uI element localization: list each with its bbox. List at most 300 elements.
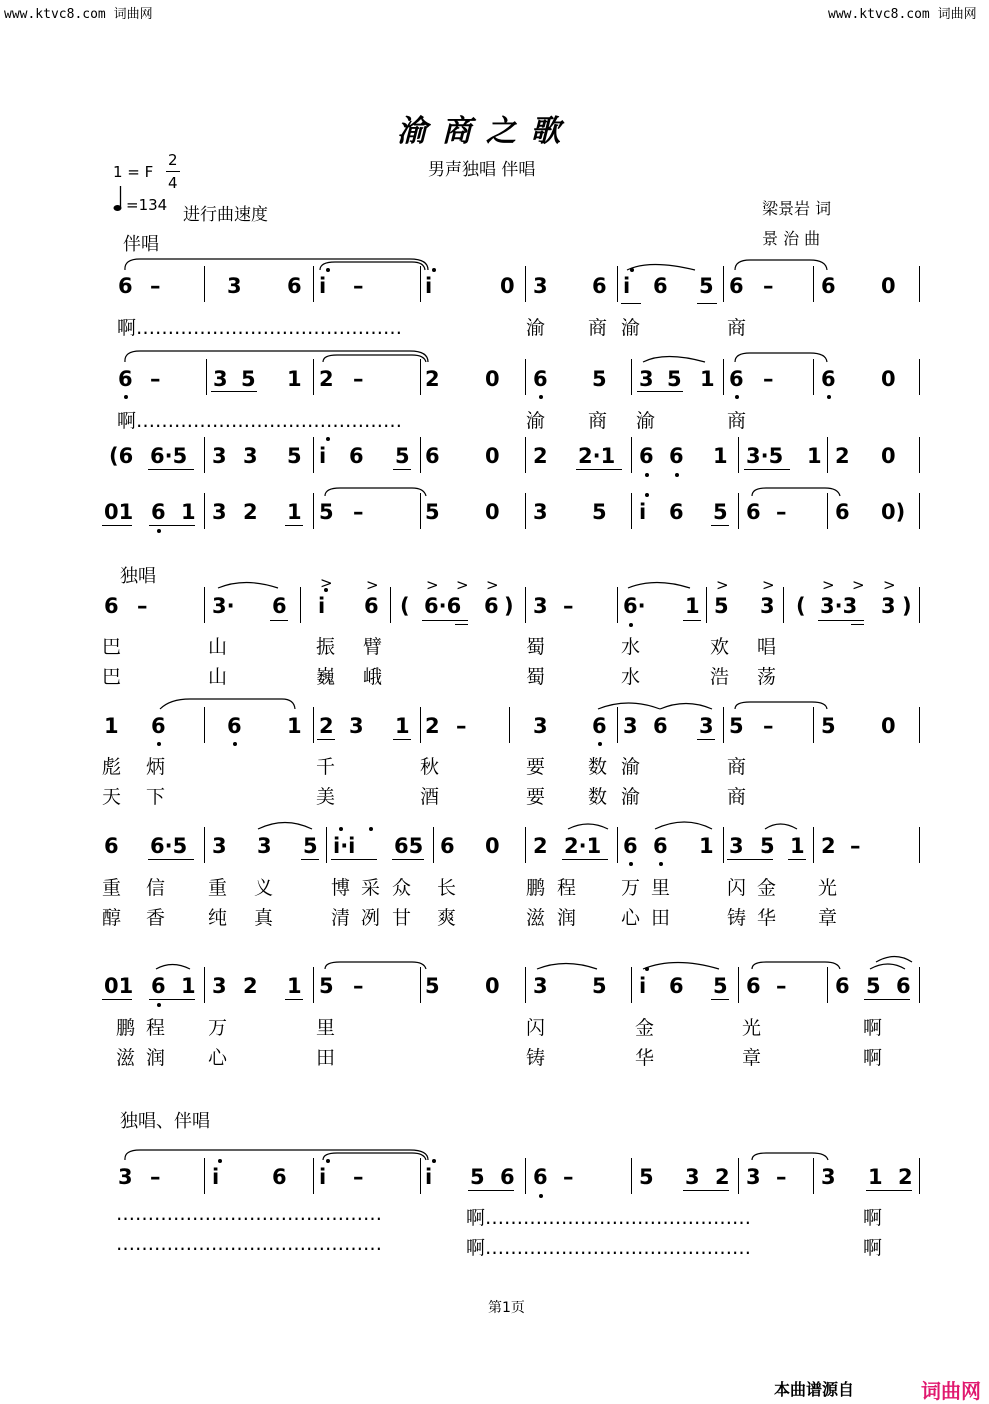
- note: 3: [118, 1165, 133, 1189]
- note: (: [400, 594, 410, 618]
- lyric: 要: [526, 756, 546, 778]
- note: –: [776, 974, 787, 998]
- lyric: 闪: [526, 1017, 546, 1039]
- tempo-text: 进行曲速度: [183, 205, 268, 225]
- lyric: 章: [742, 1047, 762, 1069]
- note: 1: [287, 500, 302, 524]
- note: 5: [714, 594, 729, 618]
- note: 3: [821, 1165, 836, 1189]
- lyric: 下: [146, 786, 166, 808]
- accent-mark: >: [456, 576, 469, 594]
- lyric: 啊: [863, 1017, 883, 1039]
- note: 5: [821, 714, 836, 738]
- note: 5: [592, 974, 607, 998]
- note: 3: [212, 444, 227, 468]
- slur: [870, 964, 905, 969]
- lyric: 蜀: [526, 636, 546, 658]
- lyric: 心: [208, 1047, 228, 1069]
- note: –: [763, 714, 774, 738]
- lyric: 臂: [363, 636, 383, 658]
- note: 6: [592, 714, 607, 738]
- note: 6: [349, 444, 364, 468]
- slur: [125, 259, 428, 270]
- lyric: 山: [208, 666, 228, 688]
- note: –: [563, 594, 574, 618]
- slur: [752, 488, 840, 496]
- lyric: 酒: [420, 786, 440, 808]
- note: 6: [151, 974, 166, 998]
- note: 1: [868, 1165, 883, 1189]
- note: 5: [866, 974, 881, 998]
- slur: [643, 963, 719, 970]
- note: 3: [212, 834, 227, 858]
- note: 2: [425, 367, 440, 391]
- slur: [568, 824, 608, 829]
- lyric: 铸: [727, 907, 747, 929]
- note: 6: [484, 594, 499, 618]
- note: 0: [485, 974, 500, 998]
- note: 6: [440, 834, 455, 858]
- page-number: 第1页: [488, 1300, 525, 1316]
- note: 6: [896, 974, 911, 998]
- lyric: 渝: [621, 317, 641, 339]
- source-label: 本曲谱源自: [774, 1380, 855, 1399]
- slur: [160, 699, 295, 709]
- note: 3: [639, 367, 654, 391]
- note: i·i: [333, 834, 356, 858]
- note: 1: [181, 500, 196, 524]
- lyric: 万: [621, 877, 641, 899]
- lyric: 啊: [863, 1237, 883, 1259]
- lyric: 田: [651, 907, 671, 929]
- note: –: [353, 500, 364, 524]
- note: 2: [835, 444, 850, 468]
- note: 6: [118, 367, 133, 391]
- note: 3: [699, 714, 714, 738]
- note: 6: [364, 594, 379, 618]
- note: 2: [319, 367, 334, 391]
- lyric: 润: [146, 1047, 166, 1069]
- note: 5: [395, 444, 410, 468]
- header-right-url[interactable]: www.ktvc8.com 词曲网: [828, 7, 977, 22]
- note: i: [425, 1165, 433, 1189]
- note: 5: [729, 714, 744, 738]
- note: 5: [470, 1165, 485, 1189]
- note: 01: [104, 974, 134, 998]
- note: 2: [425, 714, 440, 738]
- slur: [156, 965, 190, 970]
- note: i: [639, 500, 647, 524]
- lyric: 水: [621, 636, 641, 658]
- note: 3: [685, 1165, 700, 1189]
- note: 5: [303, 834, 318, 858]
- accent-mark: >: [426, 576, 439, 594]
- lyric: 金: [757, 877, 777, 899]
- slur: [537, 964, 597, 970]
- slur: [752, 962, 840, 969]
- note: ): [504, 594, 514, 618]
- note: 1: [287, 367, 302, 391]
- note: 1: [807, 444, 822, 468]
- lyric: 千: [316, 756, 336, 778]
- accent-mark: >: [320, 574, 333, 592]
- slur: [765, 824, 797, 829]
- lyric: 啊: [863, 1047, 883, 1069]
- note: 6: [835, 500, 850, 524]
- note: –: [763, 367, 774, 391]
- lyric: 要: [526, 786, 546, 808]
- composer: 景 治 曲: [762, 229, 821, 248]
- slur: [325, 962, 426, 969]
- lyric: 真: [254, 907, 274, 929]
- lyric: 光: [742, 1017, 762, 1039]
- note: 3: [533, 594, 548, 618]
- lyric: 滋: [116, 1047, 136, 1069]
- lyric: 商: [727, 317, 747, 339]
- slur: [643, 357, 705, 363]
- time-signature-top: 2: [168, 151, 178, 169]
- lyric: 彪: [102, 756, 122, 778]
- note: 6: [639, 444, 654, 468]
- lyric: 水: [621, 666, 641, 688]
- note: –: [776, 500, 787, 524]
- lyric: 商: [727, 410, 747, 432]
- lyric: 里: [651, 877, 671, 899]
- note: 2: [243, 500, 258, 524]
- lyric: 数: [588, 786, 608, 808]
- note: 6: [500, 1165, 515, 1189]
- lyric: 渝: [636, 410, 656, 432]
- lyric: 重: [208, 877, 228, 899]
- note: 2·1: [564, 834, 602, 858]
- lyric: 渝: [621, 756, 641, 778]
- lyric: 啊……………………………………: [466, 1237, 752, 1259]
- slur: [598, 703, 660, 709]
- slur: [752, 1153, 828, 1160]
- note: 1: [395, 714, 410, 738]
- note: 6: [592, 274, 607, 298]
- lyric: 唱: [757, 636, 777, 658]
- note: 2: [319, 714, 334, 738]
- slur: [627, 265, 695, 271]
- note: i: [319, 444, 327, 468]
- accent-mark: >: [762, 576, 775, 594]
- lyric: 醇: [102, 907, 122, 929]
- note: 6: [272, 594, 287, 618]
- accent-mark: >: [716, 576, 729, 594]
- note: 2: [243, 974, 258, 998]
- note: –: [763, 274, 774, 298]
- note: i: [318, 594, 326, 618]
- note: 1: [790, 834, 805, 858]
- note: 3: [533, 500, 548, 524]
- note: 6: [227, 714, 242, 738]
- note: 3: [227, 274, 242, 298]
- lyric: 商: [727, 786, 747, 808]
- lyric: 商: [727, 756, 747, 778]
- note: 6: [151, 500, 166, 524]
- lyric: 闪: [727, 877, 747, 899]
- note: 0: [485, 367, 500, 391]
- note: 6: [835, 974, 850, 998]
- note: 0): [881, 500, 906, 524]
- lyric: 爽: [437, 907, 457, 929]
- lyric: 天: [102, 786, 122, 808]
- note: 0: [500, 274, 515, 298]
- slur: [323, 355, 426, 362]
- note: 5: [667, 367, 682, 391]
- lyric: 重: [102, 877, 122, 899]
- note: 3: [243, 444, 258, 468]
- note: 6: [272, 1165, 287, 1189]
- note: 1: [287, 714, 302, 738]
- lyric: 冽: [361, 907, 381, 929]
- accent-mark: >: [822, 576, 835, 594]
- note: 1: [699, 834, 714, 858]
- lyric: 啊……………………………………: [117, 317, 403, 339]
- lyric: 蜀: [526, 666, 546, 688]
- note: 6: [821, 367, 836, 391]
- lyric: 纯: [208, 907, 228, 929]
- accent-mark: >: [366, 576, 379, 594]
- lyric: 章: [818, 907, 838, 929]
- note: 6: [623, 834, 638, 858]
- lyric: 巍: [316, 666, 336, 688]
- note: 3: [349, 714, 364, 738]
- note: i: [319, 274, 327, 298]
- note: 3: [213, 367, 228, 391]
- note: 2: [533, 444, 548, 468]
- tempo-value: =134: [126, 196, 168, 214]
- note: –: [353, 1165, 364, 1189]
- note: 5: [699, 274, 714, 298]
- note: 5: [425, 974, 440, 998]
- note: 3: [533, 714, 548, 738]
- song-subtitle: 男声独唱 伴唱: [428, 160, 536, 180]
- note: 5: [639, 1165, 654, 1189]
- lyric: 数: [588, 756, 608, 778]
- lyric: 山: [208, 636, 228, 658]
- lyric: 渝: [526, 410, 546, 432]
- note: 0: [485, 444, 500, 468]
- note: 0: [881, 367, 896, 391]
- note: 3: [533, 274, 548, 298]
- lyric: 滋: [526, 907, 546, 929]
- note: (: [796, 594, 806, 618]
- note: i: [639, 974, 647, 998]
- note: 6: [151, 714, 166, 738]
- note: 3: [212, 974, 227, 998]
- lyric: 巴: [102, 636, 122, 658]
- note: 6: [669, 444, 684, 468]
- slur: [258, 823, 312, 830]
- lyric: 光: [818, 877, 838, 899]
- lyric: 甘: [392, 907, 412, 929]
- solo-label: 独唱: [120, 566, 156, 587]
- note: 6: [729, 274, 744, 298]
- note: 6: [821, 274, 836, 298]
- lyric: 商: [588, 410, 608, 432]
- note: 3: [623, 714, 638, 738]
- accent-mark: >: [486, 576, 499, 594]
- accent-mark: >: [883, 576, 896, 594]
- note: 6: [104, 594, 119, 618]
- note: 3: [881, 594, 896, 618]
- note: 1: [181, 974, 196, 998]
- note: –: [150, 274, 161, 298]
- note: 6: [533, 1165, 548, 1189]
- song-title: 渝 商 之 歌: [397, 114, 563, 149]
- note: 6: [104, 834, 119, 858]
- lyric: 荡: [757, 666, 777, 688]
- lyric: 浩: [710, 666, 730, 688]
- note: 5: [319, 974, 334, 998]
- note: 1: [287, 974, 302, 998]
- slur: [628, 583, 690, 589]
- lyric: 金: [635, 1017, 655, 1039]
- note: 6: [653, 834, 668, 858]
- note: –: [150, 1165, 161, 1189]
- note: 6: [425, 444, 440, 468]
- note: 6: [669, 974, 684, 998]
- site-logo[interactable]: 词曲网: [921, 1379, 981, 1403]
- lyric: 铸: [526, 1047, 546, 1069]
- note: 1: [104, 714, 119, 738]
- lyric: 商: [588, 317, 608, 339]
- note: i: [319, 1165, 327, 1189]
- lyric: 华: [757, 907, 777, 929]
- note: 6: [287, 274, 302, 298]
- lyric: 炳: [146, 756, 166, 778]
- lyric: 长: [437, 877, 457, 899]
- note: ): [902, 594, 912, 618]
- lyric: 香: [146, 907, 166, 929]
- note: 0: [485, 834, 500, 858]
- note: 6: [533, 367, 548, 391]
- note: 1: [685, 594, 700, 618]
- lyric: 峨: [363, 666, 383, 688]
- lyric: 啊……………………………………: [117, 410, 403, 432]
- lyric: 欢: [710, 636, 730, 658]
- note: –: [353, 974, 364, 998]
- solo-chorus-label: 独唱、伴唱: [120, 1111, 210, 1132]
- note: i: [623, 274, 631, 298]
- lyric: 义: [254, 877, 274, 899]
- lyric: 润: [557, 907, 577, 929]
- note: 6: [729, 367, 744, 391]
- note: 1: [713, 444, 728, 468]
- note: 5: [287, 444, 302, 468]
- note: 2: [533, 834, 548, 858]
- slur: [735, 702, 827, 709]
- note: 6·5: [150, 444, 188, 468]
- slur: [735, 353, 827, 362]
- header-left-url[interactable]: www.ktvc8.com 词曲网: [4, 7, 153, 22]
- time-signature-bottom: 4: [168, 174, 178, 192]
- note: –: [353, 367, 364, 391]
- lyric: 啊: [863, 1207, 883, 1229]
- lyric: 啊……………………………………: [466, 1207, 752, 1229]
- note: 0: [485, 500, 500, 524]
- note: 5: [241, 367, 256, 391]
- note: 2: [898, 1165, 913, 1189]
- note: 5: [425, 500, 440, 524]
- note: 2: [821, 834, 836, 858]
- note: 3: [533, 974, 548, 998]
- note: 6: [746, 974, 761, 998]
- note: 5: [713, 974, 728, 998]
- note: –: [563, 1165, 574, 1189]
- note: 3: [257, 834, 272, 858]
- note: 6: [653, 274, 668, 298]
- slur: [320, 262, 425, 270]
- note: 0: [881, 714, 896, 738]
- note: 6: [669, 500, 684, 524]
- note: –: [776, 1165, 787, 1189]
- note: 5: [760, 834, 775, 858]
- slur: [325, 488, 426, 496]
- lyric: 华: [635, 1047, 655, 1069]
- lyric: 巴: [102, 666, 122, 688]
- note: 5: [592, 500, 607, 524]
- note: (6: [109, 444, 134, 468]
- slur: [125, 351, 428, 362]
- slur: [660, 704, 712, 710]
- note: 3: [760, 594, 775, 618]
- note: 3·5: [746, 444, 784, 468]
- note: 0: [881, 444, 896, 468]
- lyric: 秋: [420, 756, 440, 778]
- note: i: [425, 274, 433, 298]
- lyric: ……………………………………: [116, 1233, 382, 1255]
- lyric: 田: [316, 1047, 336, 1069]
- note: 6: [653, 714, 668, 738]
- slur: [876, 957, 912, 963]
- note: i: [212, 1165, 220, 1189]
- chorus-label: 伴唱: [123, 234, 159, 255]
- lyric: ……………………………………: [116, 1203, 382, 1225]
- note: 6: [118, 274, 133, 298]
- note: 5: [592, 367, 607, 391]
- lyric: 博: [331, 877, 351, 899]
- lyric: 鹏: [526, 877, 546, 899]
- note: 1: [700, 367, 715, 391]
- note: 6: [746, 500, 761, 524]
- note: 2: [715, 1165, 730, 1189]
- lyric: 渝: [621, 786, 641, 808]
- note: 01: [104, 500, 134, 524]
- note: –: [353, 274, 364, 298]
- note: 3·: [212, 594, 235, 618]
- lyric: 众: [392, 877, 412, 899]
- lyric: 清: [331, 907, 351, 929]
- note: 6·5: [150, 834, 188, 858]
- note: 2·1: [578, 444, 616, 468]
- lyric: 万: [208, 1017, 228, 1039]
- accent-mark: >: [852, 576, 865, 594]
- slur: [125, 1150, 428, 1160]
- note: 5: [713, 500, 728, 524]
- slur: [218, 583, 278, 589]
- lyric: 振: [316, 636, 336, 658]
- note: 3: [212, 500, 227, 524]
- lyric: 信: [146, 877, 166, 899]
- note: –: [150, 367, 161, 391]
- note: 3: [729, 834, 744, 858]
- lyric: 心: [621, 907, 641, 929]
- lyric: 美: [316, 786, 336, 808]
- lyric: 鹏: [116, 1017, 136, 1039]
